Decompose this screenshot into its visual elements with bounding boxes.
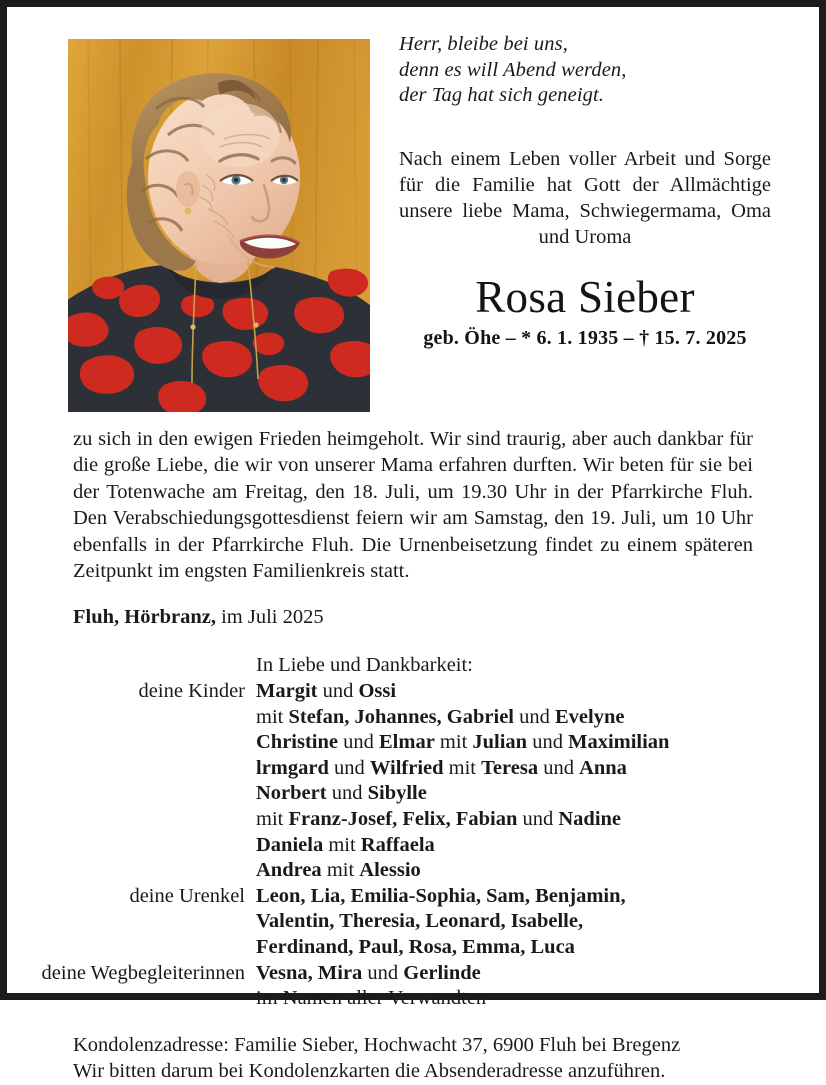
family-member-names: lrmgard und Wilfried mit Teresa und Anna (256, 756, 627, 779)
family-row (7, 961, 819, 987)
place-date-suffix: im Juli 2025 (215, 606, 324, 629)
portrait-photo-graphic (68, 39, 370, 412)
family-relation-label: deine Kinder (138, 680, 245, 703)
family-member-names: Daniela mit Raffaela (256, 833, 435, 856)
family-member-names: Margit und Ossi (256, 680, 397, 703)
verse-line-3: der Tag hat sich geneigt. (399, 84, 605, 106)
family-row (7, 935, 819, 961)
body-paragraph: zu sich in den ewigen Frieden heimgeholt. Wir sind traurig, aber auch dankbar für die große Liebe, die wir von unserer Mama erfahren durften. Wir beten für sie bei der Totenwache am Freitag, den 18. Juli, um 19.30 Uhr in der Pfarrkirche Fluh. Den Verabschiedungsgottesdienst feiern wir am Samstag, den 19. Juli, um 10 Uhr ebenfalls in der Pfarrkirche Fluh. Die Urnenbeisetzung findet zu einem späteren Zeitpunkt im engsten Familienkreis statt. (73, 428, 753, 583)
family-member-names: Leon, Lia, Emilia-Sophia, Sam, Benjamin, (256, 884, 626, 907)
portrait-photo (68, 39, 370, 412)
family-heading-text: In Liebe und Dankbarkeit: (256, 654, 473, 677)
family-member-names: im Namen aller Verwandten (256, 987, 487, 1010)
family-relation-label: deine Urenkel (129, 884, 245, 907)
family-row (7, 833, 819, 859)
family-member-names: mit Franz-Josef, Felix, Fabian und Nadine (256, 808, 622, 830)
family-row (7, 858, 819, 884)
place-date-line (73, 606, 819, 629)
family-row (7, 705, 819, 731)
family-heading-row (7, 653, 819, 679)
top-section (7, 32, 819, 412)
family-relation-label: deine Wegbegleiterinnen (41, 961, 245, 984)
family-row (7, 909, 819, 935)
birth-death-dates: geb. Öhe – * 6. 1. 1935 – † 15. 7. 2025 (423, 326, 747, 349)
sender-address-request: Wir bitten darum bei Kondolenzkarten die Absenderadresse anzuführen. (73, 1060, 666, 1083)
family-member-names: mit Stefan, Johannes, Gabriel und Evelyne (256, 705, 625, 728)
family-row (7, 884, 819, 910)
family-row (7, 986, 819, 1012)
family-member-names: Valentin, Theresia, Leonard, Isabelle, (256, 910, 584, 933)
family-row (7, 679, 819, 705)
place-names: Fluh, Hörbranz, (73, 606, 216, 629)
family-member-names: Andrea mit Alessio (256, 859, 421, 882)
verse-line-1: Herr, bleibe bei uns, (399, 33, 568, 55)
intro-text: Nach einem Leben voller Arbeit und Sorge für die Familie hat Gott der Allmächtige unsere liebe Mama, Schwiegermama, Oma und Uroma (399, 147, 771, 248)
family-list (7, 653, 819, 1011)
family-row (7, 730, 819, 756)
family-row (7, 781, 819, 807)
family-member-names: Ferdinand, Paul, Rosa, Emma, Luca (256, 935, 575, 958)
family-rows-container (7, 679, 819, 1012)
family-member-names: Christine und Elmar mit Julian und Maximilian (256, 731, 670, 754)
family-row (7, 807, 819, 833)
deceased-name: Rosa Sieber (475, 271, 695, 322)
footer-block (73, 1032, 753, 1085)
condolence-address: Kondolenzadresse: Familie Sieber, Hochwacht 37, 6900 Fluh bei Bregenz (73, 1033, 681, 1056)
right-column (399, 32, 771, 350)
notice-inner (7, 7, 819, 1083)
family-member-names: Norbert und Sibylle (256, 782, 427, 805)
family-member-names: Vesna, Mira und Gerlinde (256, 961, 481, 984)
verse-block (399, 32, 771, 109)
verse-line-2: denn es will Abend werden, (399, 58, 627, 81)
family-row (7, 756, 819, 782)
